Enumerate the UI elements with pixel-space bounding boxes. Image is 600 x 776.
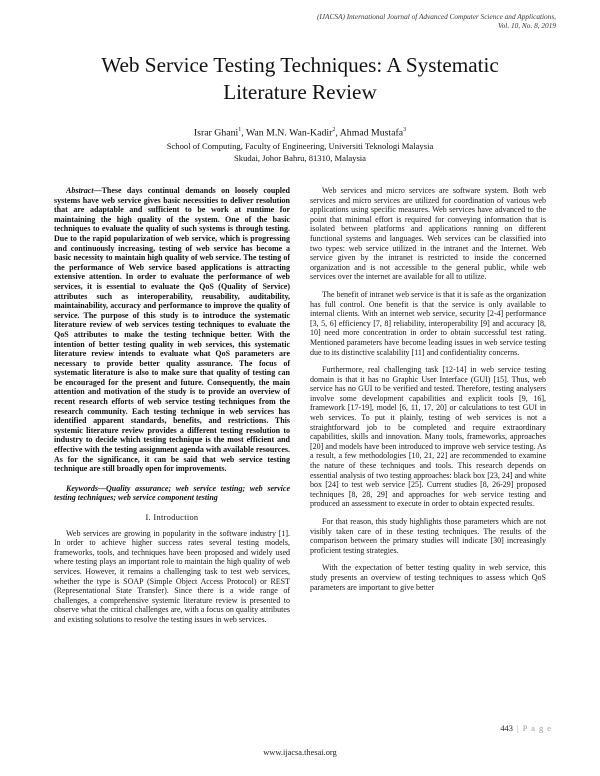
footer-url: www.ijacsa.thesai.org [263,748,337,757]
affiliation-line-1: School of Computing, Faculty of Engineering, Universiti Teknologi Malaysia [166,141,434,151]
section-heading-introduction: I. Introduction [145,513,199,522]
author-1: Israr Ghani [193,127,239,139]
keywords-text: Quality assurance; web service testing; web service testing techniques; web service component testing [54,483,290,503]
paper-title [40,52,560,106]
keywords [54,484,290,503]
keywords-label: Keywords [66,483,98,493]
title-line-2: Literature Review [223,80,377,104]
paragraph: Web services are growing in popularity in the software industry [1]. In order to achieve higher success rates several testing models, frameworks, tools, and techniques have been proposed and widely used where testing plays an important role to maintain the high quality of web services. However, it remains a challenging task to test web services, whether the type is SOAP (Simple Object Access Protocol) or REST (Representational State Transfer). Since there is a wide range of challenges, a comprehensive systemic literature review is presented to observe what the critical challenges are, with a focus on quality attributes and existing solutions to resolve the testing issues in web services. [54,528,290,624]
paragraph: With the expectation of better testing quality in web service, this study presents an overview of testing techniques to assess which QoS parameters are important to give better [310,563,546,592]
abstract-text: These days continual demands on loosely coupled systems have web service gives basic necessities to deliver resolution that are adaptable and sufficient to be work at runtime for maintaining the high quality of the system. One of the basic techniques to evaluate the quality of such systems is through testing. Due to the rapid popularization of web service, which is progressing and continuously increasing, testing of web service has become a basic necessity to maintain high quality of web service. The testing of the performance of Web service based applications is attracting extensive attention. In order to evaluate the performance of web services, it is essential to evaluate the QoS (Quality of Service) attributes such as interoperability, reusability, auditability, maintainability, accuracy and performance to improve the quality of service. The purpose of this study is to introduce the systematic literature review of web services testing techniques to evaluate the QoS attributes to make the testing technique better. With the intention of better testing quality in web services, this systematic literature review intends to evaluate what QoS parameters are necessary to provide better quality assurance. The focus of systematic literature is also to make sure that quality of testing can be encouraged for the present and future. Consequently, the main attention and motivation of the study is to provide an overview of recent research efforts of web service testing techniques from the research community. Each testing technique in web services has identified apparent standards, benefits, and restrictions. This systemic literature review provides a different testing resolution to industry to decide which testing technique is the most efficient and effective with the testing assignment agenda with available resources. As for the significance, it can be said that web service testing technique are still broadly open for improvements. [54,186,290,474]
journal-header [236,12,556,30]
affiliation-line-2: Skudai, Johor Bahru, 81310, Malaysia [234,153,366,163]
paragraph: For that reason, this study highlights those parameters which are not visibly taken care of in these testing techniques. The results of the comparison between the primary studies will indicate [30] increasingly proficient testing strategies. [310,517,546,555]
keywords-dash: — [98,483,106,493]
author-2: Wan M.N. Wan-Kadir [245,127,333,139]
abstract-dash: — [93,186,102,195]
paragraph: Web services and micro services are software system. Both web services and micro services are utilized for coordination of various web applications using specific measures. Web services have advanced to the point that minimal effort is required for conveying information that is isolated between platforms and applications running on different functional systems and languages. Web services can be classified into two types: web service utilized in the intranet and the Internet. Web service given by the intranet is restricted to inside the concerned organization and is not accessible to the general public, while web services over the internet are available for all to utilize. [310,186,546,282]
author-separator: , [335,127,340,139]
left-column [54,186,290,633]
page-number-value: 443 [500,724,513,733]
abstract [54,186,290,474]
author-3-affil-mark: 3 [403,127,407,133]
right-body [310,186,546,592]
title-line-1: Web Service Testing Techniques: A Systematic [101,53,499,77]
affiliation [60,140,540,164]
page-label: P a g e [522,724,552,733]
page-number [500,724,552,733]
abstract-label: Abstract [66,186,94,195]
paragraph: Furthermore, real challenging task [12-14] in web service testing domain is that it has no Graphic User Interface (GUI) [15]. Thus, web service has no GUI to be verified and tested. Therefore, testing analysers involve some development capabilities and explicit tools [9, 16], framework [17-19], model [6, 11, 17, 20] or calculations to test GUI in web services. To put it plainly, testing of web services is not a straightforward job to be completed and require extraordinary capabilities, skills and innovation. Many tools, frameworks, approaches [20] and models have been introduced to improve web service testing. As a result, a few methodologies [10, 21, 22] are recommended to examine the nature of these techniques and tools. This research depends on essential analysis of two testing approaches: black box [23, 24] and white box [24] to test web service [25]. Current studies [8, 26-29] proposed techniques [8, 28, 29] and approaches for web service testing and produced an assessment to execute in order to obtain expected results. [310,365,546,509]
paragraph: The benefit of intranet web service is that it is safe as the organization has full control. One benefit is that the service is only available to internal clients. With an internet web service, security [2-4] performance [3, 5, 6] efficiency [7, 8] reliability, interoperability [9] and accuracy [8, 10] need more concentration in order to obtain successful test rating. Mentioned parameters have become leading issues in web service testing due to its distinctive scalability [11] and confidentiality concerns. [310,289,546,357]
author-1-affil-mark: 1 [238,127,242,133]
author-separator: , [241,127,246,139]
author-list [60,124,540,139]
page-number-separator: | [516,724,519,733]
right-column [310,186,546,600]
author-3: Ahmad Mustafa [339,127,404,139]
left-body [54,529,290,625]
journal-volume: Vol. 10, No. 8, 2019 [498,21,556,30]
author-2-affil-mark: 2 [332,127,336,133]
journal-name: (IJACSA) International Journal of Advanced Computer Science and Applications, [316,12,556,21]
